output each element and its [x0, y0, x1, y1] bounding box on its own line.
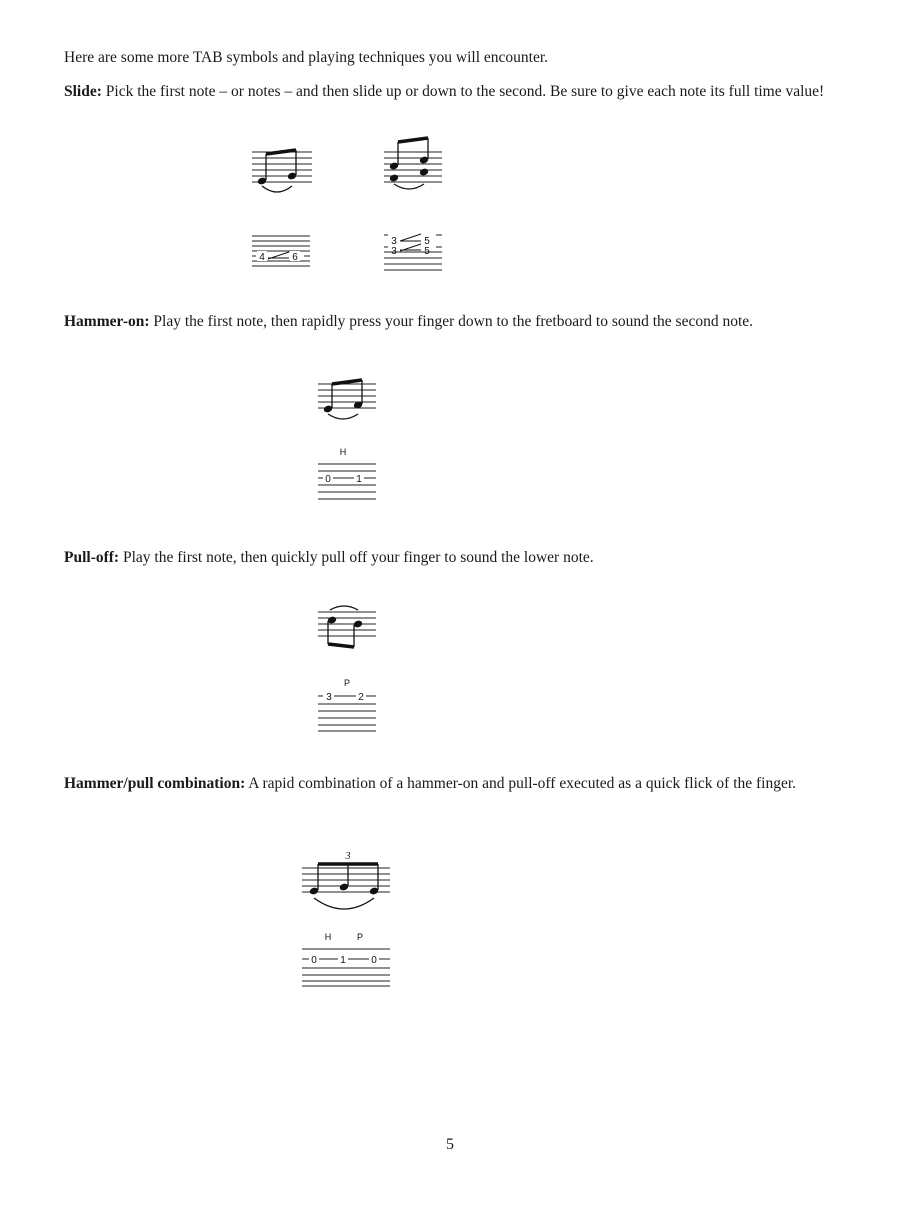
- hammer-on-notation: [314, 372, 384, 422]
- pull-off-description: [64, 547, 844, 568]
- hammer-pull-tab-fret: 1: [340, 955, 346, 966]
- hammer-pull-tab: [298, 926, 398, 988]
- intro-text: Here are some more TAB symbols and playing techniques you will encounter.: [64, 49, 549, 66]
- hammer-pull-term: Hammer/pull combination:: [64, 775, 246, 792]
- slide-tab-fret: 3: [391, 236, 397, 247]
- hammer-pull-notation: [298, 846, 398, 916]
- hammer-marker: H: [324, 932, 332, 942]
- hammer-pull-text: A rapid combination of a hammer-on and pull-off executed as a quick flick of the finger.: [245, 775, 797, 792]
- slide-tab-fret: 5: [424, 236, 430, 247]
- slide-text: Pick the first note – or notes – and then slide up or down to the second. Be sure to give each note its full time value!: [101, 83, 825, 100]
- hammer-on-text: Play the first note, then rapidly press your finger down to the fretboard to sound the second note.: [149, 313, 754, 330]
- page-number: 5: [446, 1136, 454, 1153]
- hammer-on-description: [64, 311, 844, 332]
- hammer-pull-description: [64, 773, 844, 794]
- slide-double-notation: [380, 132, 450, 198]
- pull-off-notation: [314, 600, 384, 652]
- slide-double-tab: [380, 228, 450, 280]
- pull-off-tab-fret: 3: [326, 692, 332, 703]
- pull-marker: P: [356, 932, 364, 942]
- pull-off-tab: [314, 674, 384, 736]
- hammer-pull-tab-fret: 0: [371, 955, 377, 966]
- slide-tab-fret: 5: [424, 246, 430, 257]
- pull-off-marker: P: [343, 678, 351, 688]
- pull-off-text: Play the first note, then quickly pull off your finger to sound the lower note.: [119, 549, 594, 566]
- slide-tab-fret: 6: [292, 252, 298, 263]
- pull-off-tab-fret: 2: [358, 692, 364, 703]
- slide-tab-fret: 3: [391, 246, 397, 257]
- slide-term: Slide:: [64, 83, 102, 100]
- hammer-on-marker: H: [339, 447, 347, 457]
- hammer-on-tab: [314, 444, 384, 504]
- hammer-on-tab-fret: 1: [356, 474, 362, 485]
- pull-off-term: Pull-off:: [64, 549, 120, 566]
- triplet-number: 3: [345, 851, 351, 862]
- slide-single-notation: [248, 140, 318, 200]
- slide-description: [64, 81, 844, 102]
- hammer-on-tab-fret: 0: [325, 474, 331, 485]
- slide-single-tab: [248, 228, 318, 278]
- hammer-on-term: Hammer-on:: [64, 313, 150, 330]
- slide-tab-fret: 4: [259, 252, 265, 263]
- hammer-pull-tab-fret: 0: [311, 955, 317, 966]
